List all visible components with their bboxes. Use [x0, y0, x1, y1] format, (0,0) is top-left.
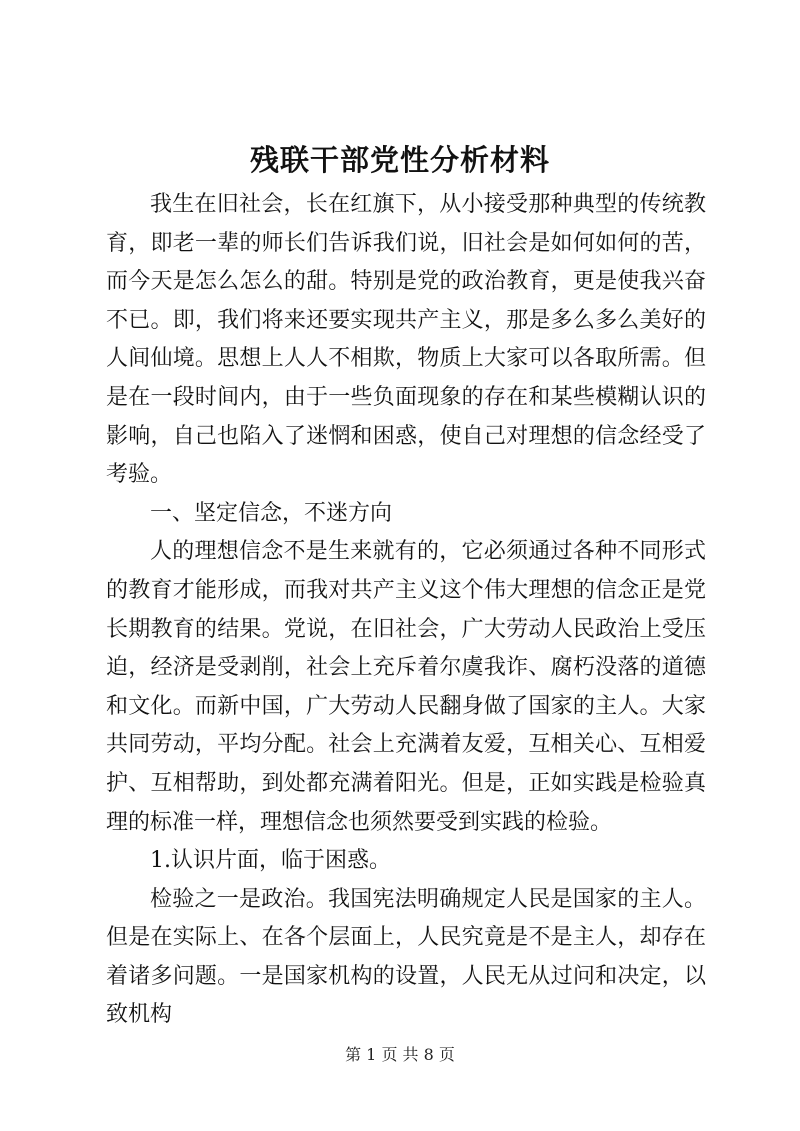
paragraph-section-1: 人的理想信念不是生来就有的，它必须通过各种不同形式的教育才能形成，而我对共产主义这个伟大理想的信念正是党长期教育的结果。党说，在旧社会，广大劳动人民政治上受压迫，经济是受剥削，社会上充斥着尔虞我诈、腐朽没落的道德和文化。而新中国，广大劳动人民翻身做了国家的主人。大家共同劳动，平均分配。社会上充满着友爱，互相关心、互相爱护、互相帮助，到处都充满着阳光。但是，正如实践是检验真理的标准一样，理想信念也须然要受到实践的检验。	[106, 539, 706, 835]
page-footer: 第 1 页 共 8 页	[345, 1045, 455, 1064]
document-body	[106, 186, 706, 1035]
paragraph-intro: 我生在旧社会，长在红旗下，从小接受那种典型的传统教育，即老一辈的师长们告诉我们说，旧社会是如何如何的苦，而今天是怎么怎么的甜。特别是党的政治教育，更是使我兴奋不已。即，我们将来还要实现共产主义，那是多么多么美好的人间仙境。思想上人人不相欺，物质上大家可以各取所需。但是在一段时间内，由于一些负面现象的存在和某些模糊认识的影响，自己也陷入了迷惘和困惑，使自己对理想的信念经受了考验。	[106, 192, 706, 488]
section-heading-1: 一、坚定信念，不迷方向	[150, 500, 393, 526]
paragraph-subsection-1: 检验之一是政治。我国宪法明确规定人民是国家的主人。但是在实际上、在各个层面上，人民究竟是不是主人，却存在着诸多问题。一是国家机构的设置，人民无从过问和决定，以致机构	[106, 886, 706, 1028]
subsection-heading-1: 1.认识片面，临于困惑。	[150, 848, 391, 874]
document-title: 残联干部党性分析材料	[249, 143, 550, 177]
